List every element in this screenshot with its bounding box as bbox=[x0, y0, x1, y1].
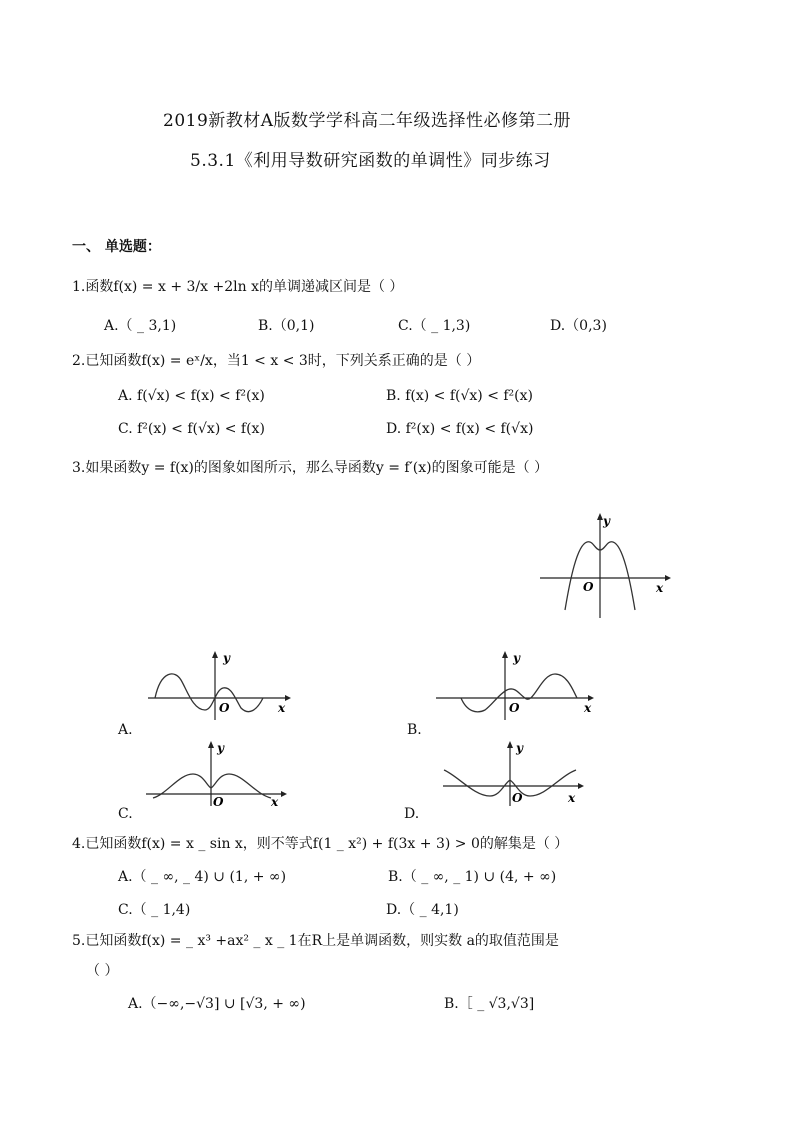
question-2-stem: 2.已知函数f(x) = eˣ/x，当1 < x < 3时，下列关系正确的是（ ） bbox=[72, 353, 481, 369]
q4-option-d[interactable]: D.（ _ 4,1) bbox=[386, 902, 459, 918]
q3-option-b[interactable]: B. bbox=[407, 722, 422, 738]
q2-option-d[interactable]: D. f²(x) < f(x) < f(√x) bbox=[386, 421, 534, 437]
axis-y-label: y bbox=[217, 741, 224, 755]
section-heading: 一、 单选题： bbox=[72, 239, 161, 255]
question-4-stem: 4.已知函数f(x) = x _ sin x，则不等式f(1 _ x²) + f(3x + 3) > 0的解集是（ ） bbox=[72, 836, 569, 852]
question-3-stem: 3.如果函数y = f(x)的图象如图所示，那么导函数y = f′(x)的图象可能是（ ） bbox=[72, 460, 549, 476]
axis-x-label: x bbox=[584, 701, 592, 715]
title-line-1: 2019新教材A版数学学科高二年级选择性必修第二册 bbox=[163, 111, 572, 131]
q4-option-b[interactable]: B.（ _ ∞, _ 1) ∪ (4, + ∞) bbox=[388, 869, 557, 885]
q1-option-c[interactable]: C.（ _ 1,3) bbox=[398, 318, 471, 334]
axis-y-label: y bbox=[603, 514, 610, 528]
q1-option-b[interactable]: B.（0,1) bbox=[258, 318, 315, 334]
q3-option-d[interactable]: D. bbox=[404, 806, 420, 822]
origin-label: O bbox=[219, 701, 230, 715]
title-line-2: 5.3.1《利用导数研究函数的单调性》同步练习 bbox=[190, 151, 551, 171]
q5-option-a[interactable]: A.（−∞,−√3] ∪ [√3, + ∞) bbox=[128, 996, 306, 1012]
figure-option-b[interactable] bbox=[433, 650, 603, 722]
axis-y-label: y bbox=[223, 651, 230, 665]
origin-label: O bbox=[213, 795, 224, 808]
axis-y-label: y bbox=[513, 651, 520, 665]
axis-x-label: x bbox=[278, 701, 286, 715]
origin-label: O bbox=[509, 701, 520, 715]
q3-option-a[interactable]: A. bbox=[118, 722, 133, 738]
q3-option-c[interactable]: C. bbox=[118, 806, 133, 822]
question-5-stem-cont: （ ） bbox=[86, 963, 119, 979]
q2-option-c[interactable]: C. f²(x) < f(√x) < f(x) bbox=[118, 421, 265, 437]
question-5-stem: 5.已知函数f(x) = _ x³ +ax² _ x _ 1在R上是单调函数，则实数 a的取值范围是 bbox=[72, 933, 559, 949]
figure-option-c[interactable] bbox=[143, 740, 293, 808]
origin-label: O bbox=[583, 580, 594, 594]
q4-option-c[interactable]: C.（ _ 1,4) bbox=[118, 902, 191, 918]
q4-option-a[interactable]: A.（ _ ∞, _ 4) ∪ (1, + ∞) bbox=[118, 869, 287, 885]
figure-f bbox=[535, 510, 675, 625]
figure-option-d[interactable] bbox=[440, 740, 590, 808]
axis-x-label: x bbox=[656, 581, 664, 595]
q1-option-a[interactable]: A.（ _ 3,1) bbox=[104, 318, 177, 334]
q5-option-b[interactable]: B.［ _ √3,√3] bbox=[444, 996, 535, 1012]
axis-x-label: x bbox=[271, 795, 279, 808]
origin-label: O bbox=[512, 791, 523, 805]
question-1-stem: 1.函数f(x) = x + 3/x +2ln x的单调递减区间是（ ） bbox=[72, 279, 404, 295]
figure-option-a[interactable] bbox=[145, 650, 295, 722]
q2-option-a[interactable]: A. f(√x) < f(x) < f²(x) bbox=[118, 388, 265, 404]
axis-y-label: y bbox=[516, 741, 523, 755]
q1-option-d[interactable]: D.（0,3) bbox=[550, 318, 607, 334]
q2-option-b[interactable]: B. f(x) < f(√x) < f²(x) bbox=[386, 388, 533, 404]
axis-x-label: x bbox=[568, 791, 576, 805]
